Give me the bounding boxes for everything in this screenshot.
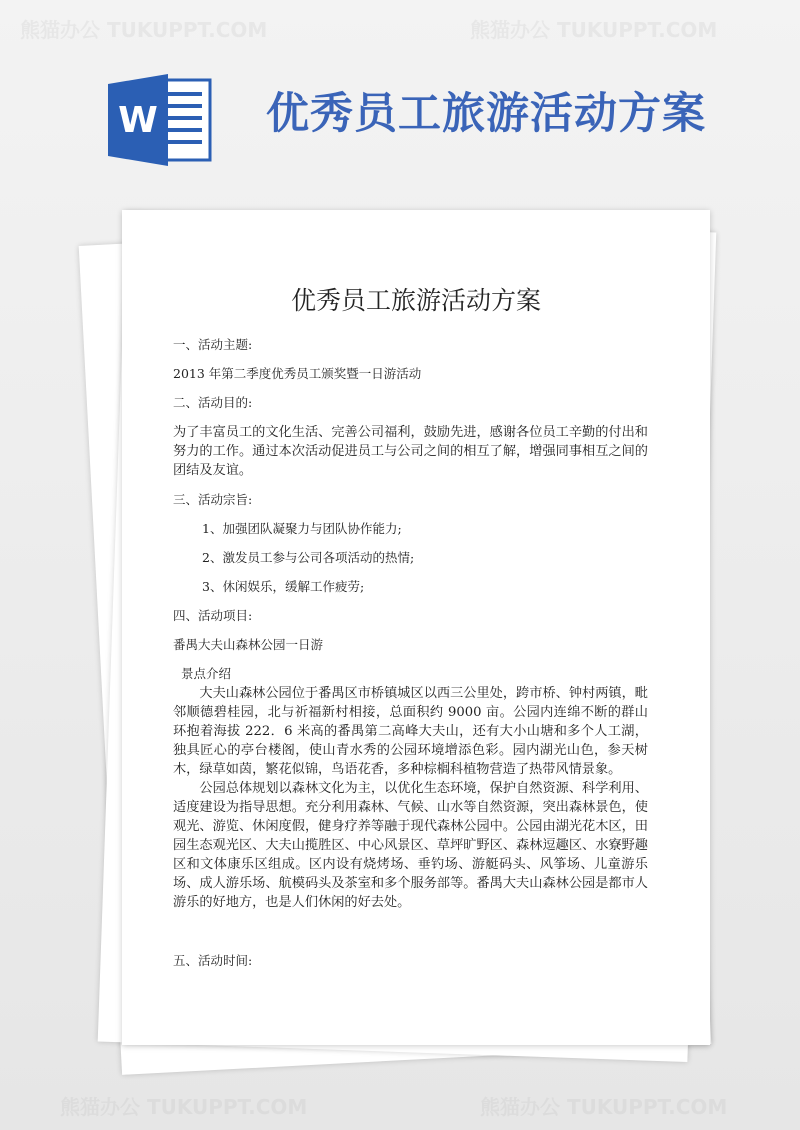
watermark: 熊猫办公 TUKUPPT.COM <box>470 18 718 42</box>
watermark: 熊猫办公 TUKUPPT.COM <box>20 18 268 42</box>
document-title: 优秀员工旅游活动方案 <box>290 286 541 315</box>
spacer <box>173 912 648 952</box>
watermark: 熊猫办公 TUKUPPT.COM <box>480 1095 728 1119</box>
svg-text:W: W <box>118 100 158 141</box>
intro-paragraph: 大夫山森林公园位于番禺区市桥镇城区以西三公里处，跨市桥、钟村两镇，毗邻顺德碧桂园，北与祈福新村相接，总面积约 9000 亩。公园内连绵不断的群山环抱着海拔 222．6 米高的番禺第二高峰大夫山，还有大小山塘和多个人工湖，独具匠心的亭台楼阁，使山青水秀的公园环境增添色彩。园内湖光山色，参天树木，绿草如茵，繁花似锦，鸟语花香，多种棕榈科植物营造了热带风情景象。 <box>173 686 648 777</box>
section-heading: 三、活动宗旨: <box>173 492 253 507</box>
section-heading: 二、活动目的: <box>173 395 253 410</box>
list-item: 3、休闲娱乐，缓解工作疲劳; <box>202 579 365 594</box>
section-text: 2013 年第二季度优秀员工颁奖暨一日游活动 <box>173 366 422 381</box>
list-item: 1、加强团队凝聚力与团队协作能力; <box>202 521 402 536</box>
section-heading: 四、活动项目: <box>173 608 253 623</box>
list-item: 2、激发员工参与公司各项活动的热情; <box>202 550 415 565</box>
section-heading: 五、活动时间: <box>173 953 253 968</box>
word-document-icon <box>108 74 216 166</box>
section-heading: 一、活动主题: <box>173 337 253 352</box>
subsection-heading: 景点介绍 <box>181 666 232 681</box>
banner-title: 优秀员工旅游活动方案 <box>266 89 706 139</box>
document-page <box>122 210 710 1045</box>
section-text: 番禺大夫山森林公园一日游 <box>173 637 324 652</box>
intro-paragraph: 公园总体规划以森林文化为主，以优化生态环境，保护自然资源、科学利用、适度建设为指导思想。充分利用森林、气候、山水等自然资源，突出森林景色，使观光、游览、休闲度假，健身疗养等融于现代森林公园中。公园由湖光花木区，田园生态观光区、大夫山揽胜区、中心风景区、草坪旷野区、森林逗趣区、水寮野趣区和文体康乐区组成。区内设有烧烤场、垂钓场、游艇码头、风筝场、儿童游乐场、成人游乐场、航模码头及茶室和多个服务部等。番禺大夫山森林公园是都市人游乐的好地方，也是人们休闲的好去处。 <box>173 781 648 910</box>
watermark: 熊猫办公 TUKUPPT.COM <box>60 1095 308 1119</box>
section-paragraph: 为了丰富员工的文化生活、完善公司福利，鼓励先进，感谢各位员工辛勤的付出和努力的工作。通过本次活动促进员工与公司之间的相互了解，增强同事相互之间的团结及友谊。 <box>173 425 648 478</box>
